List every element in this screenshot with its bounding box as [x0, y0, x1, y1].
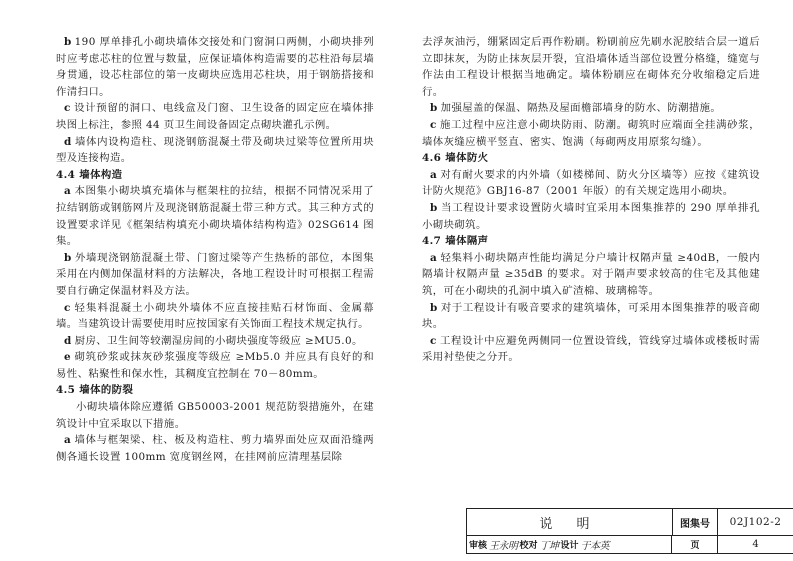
title-block-row-bottom — [467, 536, 793, 553]
list-item-marker: c — [64, 102, 71, 115]
list-item-text: 墙体与框架梁、柱、板及构造柱、剪力墙界面处应双面沿缝两侧各通长设置 100mm 宽度钢丝网，在挂网前应清理基层除 — [56, 434, 374, 463]
check-signature: 丁坤 — [539, 541, 559, 552]
list-item-marker: a — [64, 434, 72, 447]
list-item — [56, 349, 374, 382]
left-text-column — [56, 34, 374, 465]
title-block-row-top — [467, 509, 793, 536]
list-item-marker: d — [64, 334, 72, 347]
list-item — [422, 250, 760, 300]
list-item-text: 墙体内设构造柱、现浇钢筋混凝土带及砌块过梁等位置所用块型及连接构造。 — [56, 135, 374, 165]
section-heading: 4.7 墙体隔声 — [422, 235, 489, 248]
list-item-marker: c — [64, 301, 71, 314]
review-label: 审核 — [469, 541, 488, 551]
list-item — [422, 333, 760, 366]
list-item-text: 本图集小砌块填充墙体与框架柱的拉结，根据不同情况采用了拉结钢筋或钢筋网片及现浇钢筋混凝土带三种方式。其三种方式的设置要求详见《框架结构填充小砌块墙体结构构造》02SG614 图集。 — [56, 185, 374, 248]
list-item — [56, 432, 374, 465]
list-item-text: 加强屋盖的保温、隔热及屋面檐部墙身的防水、防潮措施。 — [440, 102, 722, 115]
design-signature: 于本英 — [580, 541, 610, 552]
list-item-text: 轻集料混凝土小砌块外墙体不应直接挂贴石材饰面、金属幕墙。当建筑设计需要使用时应按国家有关饰面工程技术规定执行。 — [56, 301, 374, 331]
list-item-marker: c — [430, 118, 437, 131]
list-item-text: 设计预留的洞口、电线盒及门窗、卫生设备的固定应在墙体排块图上标注，参照 44 页卫生间设备固定点砌块灌孔示例。 — [56, 102, 374, 131]
check-label: 校对 — [519, 541, 538, 551]
list-item-marker: a — [64, 185, 72, 198]
list-item — [422, 167, 760, 200]
list-item — [422, 300, 760, 333]
list-item-marker: b — [430, 301, 438, 314]
list-item-marker: d — [64, 135, 72, 148]
list-item — [56, 333, 374, 350]
title-block — [466, 508, 793, 554]
list-item-marker: a — [430, 168, 438, 181]
list-item-text: 当工程设计要求设置防火墙时宜采用本图集推荐的 290 厚单排孔小砌块砌筑。 — [422, 201, 760, 231]
list-item — [422, 100, 760, 117]
list-item-text: 砌筑砂浆或抹灰砂浆强度等级应 ≥Mb5.0 并应具有良好的和易性、粘聚性和保水性，其稠度宜控制在 70－80mm。 — [56, 351, 374, 380]
atlas-number-label: 图集号 — [673, 509, 718, 535]
list-item — [422, 200, 760, 233]
document-title: 说 明 — [467, 509, 673, 535]
atlas-number: 02J102-2 — [729, 516, 782, 528]
list-item-text: 对于工程设计有吸音要求的建筑墙体，可采用本图集推荐的吸音砌块。 — [422, 301, 760, 331]
list-item-marker: b — [64, 36, 72, 48]
page-label: 页 — [673, 536, 718, 553]
list-item-marker: b — [64, 251, 72, 264]
page-number: 4 — [752, 539, 759, 550]
list-item-marker: a — [430, 251, 438, 264]
review-signature: 王永明 — [489, 541, 518, 552]
list-item-text: 外墙现浇钢筋混凝土带、门窗过梁等产生热桥的部位，本图集采用在内侧加保温材料的方法解决，各地工程设计时可根据工程需要自行确定保温材料及方法。 — [56, 251, 374, 297]
list-item-text: 190 厚单排孔小砌块墙体交接处和门窗洞口两侧，小砌块排列时应考虑芯柱的位置与数量，应保证墙体构造需要的芯柱沿每层墙身贯通，设芯柱部位的第一皮砌块应选用芯柱块，用于钢筋搭接和作清扫口。 — [56, 36, 374, 98]
list-item-text: 对有耐火要求的内外墙（如楼梯间、防火分区墙等）应按《建筑设计防火规范》GBJ16-87（2001 年版）的有关规定选用小砌块。 — [422, 168, 760, 198]
list-item — [56, 34, 374, 100]
list-item-marker: c — [430, 334, 437, 347]
list-item — [56, 134, 374, 167]
section-heading: 4.5 墙体的防裂 — [56, 384, 134, 397]
list-item-marker: b — [430, 102, 438, 115]
list-item-marker: b — [430, 201, 438, 214]
paragraph-continued: 去浮灰油污，绷紧固定后再作粉刷。粉刷前应先刷水泥胶结合层一道后立即抹灰，为防止抹灰层开裂，宜沿墙体适当部位设置分格缝，缝宽与作法由工程设计根据当地确定。墙体粉刷应在砌体充分收缩稳定后进行。 — [422, 36, 760, 98]
list-item-text: 施工过程中应注意小砌块防雨、防潮。砌筑时应端面全挂满砂浆，墙体灰缝应横平竖直、密实、饱满（每砌两皮用原浆勾缝）。 — [422, 118, 760, 148]
list-item-text: 厨房、卫生间等较潮湿房间的小砌块强度等级应 ≥MU5.0。 — [74, 334, 363, 347]
list-item — [422, 117, 760, 150]
paragraph: 小砌块墙体除应遵循 GB50003-2001 规范防裂措施外，在建筑设计中宜采取以下措施。 — [56, 401, 374, 430]
list-item-text: 工程设计中应避免两侧同一位置设管线，管线穿过墙体或楼板时需采用衬垫使之分开。 — [422, 334, 760, 364]
section-heading: 4.6 墙体防火 — [422, 152, 489, 165]
right-text-column — [422, 34, 760, 366]
list-item — [56, 100, 374, 133]
design-label: 设计 — [560, 541, 579, 551]
list-item-marker: e — [64, 351, 72, 364]
list-item-text: 轻集料小砌块隔声性能均满足分户墙计权隔声量 ≥40dB，一般内隔墙计权隔声量 ≥35dB 的要求。对于隔声要求较高的住宅及其他建筑，可在小砌块的孔洞中填入矿渣棉、玻璃棉等。 — [422, 251, 760, 297]
section-heading: 4.4 墙体构造 — [56, 168, 123, 181]
list-item — [56, 300, 374, 333]
signature-row — [467, 536, 672, 553]
list-item — [56, 183, 374, 249]
list-item — [56, 250, 374, 300]
document-page — [48, 22, 773, 550]
